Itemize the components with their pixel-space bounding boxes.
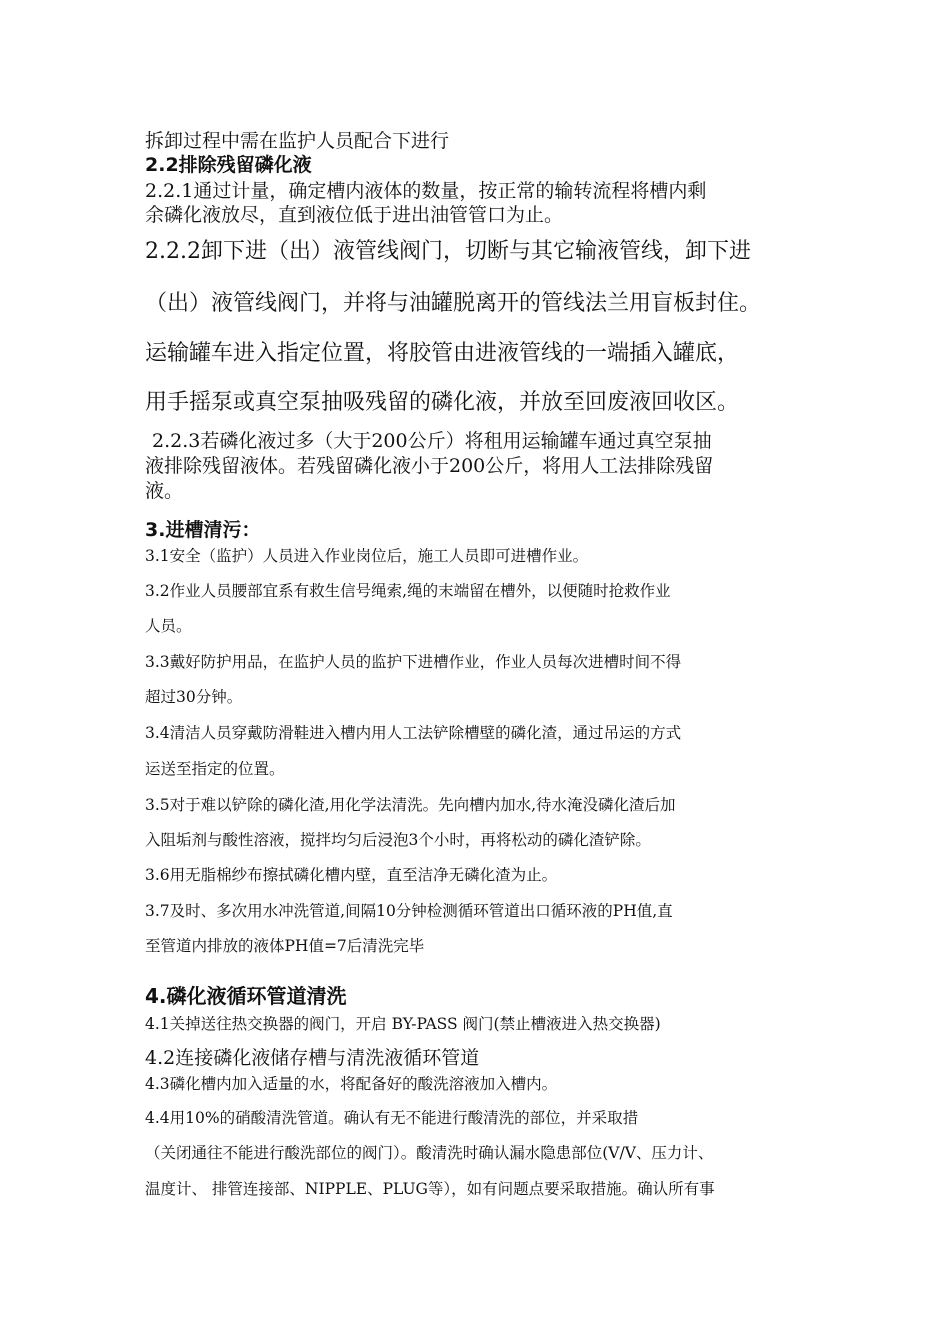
text-line: 入阻垢剂与酸性溶液，搅拌均匀后浸泡3个小时，再将松动的磷化渣铲除。 xyxy=(145,831,651,849)
text-line: 4.3磷化槽内加入适量的水，将配备好的酸洗溶液加入槽内。 xyxy=(145,1075,558,1093)
text-line: 2.2.2卸下进（出）液管线阀门，切断与其它输液管线，卸下进 xyxy=(145,239,751,264)
text-line: （关闭通往不能进行酸洗部位的阀门）。酸清洗时确认漏水隐患部位(V/V、压力计、 xyxy=(145,1144,714,1162)
text-line: 3.6用无脂棉纱布擦拭磷化槽内壁，直至洁净无磷化渣为止。 xyxy=(145,866,558,884)
text-line: 超过30分钟。 xyxy=(145,688,243,706)
section-heading: 3.进槽清污： xyxy=(145,519,261,541)
section-heading: 4.磷化液循环管道清洗 xyxy=(145,984,347,1008)
text-line: 3.4清洁人员穿戴防滑鞋进入槽内用人工法铲除槽壁的磷化渣，通过吊运的方式 xyxy=(145,724,682,742)
text-line: 3.5对于难以铲除的磷化渣,用化学法清洗。先向槽内加水,待水淹没磷化渣后加 xyxy=(145,796,676,814)
text-line: 余磷化液放尽，直到液位低于进出油管管口为止。 xyxy=(145,204,564,226)
text-line: 运输罐车进入指定位置，将胶管由进液管线的一端插入罐底， xyxy=(145,341,740,366)
section-heading: 2.2排除残留磷化液 xyxy=(145,154,312,176)
text-line: 液。 xyxy=(145,480,184,502)
text-line: 2.2.3若磷化液过多（大于200公斤）将租用运输罐车通过真空泵抽 xyxy=(152,430,712,452)
text-line: 3.7及时、多次用水冲洗管道,间隔10分钟检测循环管道出口循环液的PH值,直 xyxy=(145,902,673,920)
text-line: 运送至指定的位置。 xyxy=(145,760,285,778)
text-line: 4.4用10%的硝酸清洗管道。确认有无不能进行酸清洗的部位，并采取措 xyxy=(145,1109,639,1127)
text-line: 拆卸过程中需在监护人员配合下进行 xyxy=(145,130,450,152)
text-line: 液排除残留液体。若残留磷化液小于200公斤，将用人工法排除残留 xyxy=(145,455,714,477)
text-line: 4.2连接磷化液储存槽与清洗液循环管道 xyxy=(145,1047,480,1069)
text-line: 至管道内排放的液体PH值=7后清洗完毕 xyxy=(145,937,425,955)
text-line: 3.1安全（监护）人员进入作业岗位后，施工人员即可进槽作业。 xyxy=(145,547,589,565)
text-line: 用手摇泵或真空泵抽吸残留的磷化液，并放至回废液回收区。 xyxy=(145,390,740,415)
text-line: 4.1关掉送往热交换器的阀门，开启 BY-PASS 阀门(禁止槽液进入热交换器) xyxy=(145,1015,661,1033)
text-line: 2.2.1通过计量，确定槽内液体的数量，按正常的输转流程将槽内剩 xyxy=(145,180,707,202)
text-line: 3.3戴好防护用品，在监护人员的监护下进槽作业，作业人员每次进槽时间不得 xyxy=(145,653,682,671)
text-line: 温度计、 排管连接部、NIPPLE、PLUG等），如有问题点要采取措施。确认所有事 xyxy=(145,1180,715,1198)
text-line: （出）液管线阀门，并将与油罐脱离开的管线法兰用盲板封住。 xyxy=(145,291,762,316)
text-line: 人员。 xyxy=(145,617,192,635)
text-line: 3.2作业人员腰部宜系有救生信号绳索,绳的末端留在槽外，以便随时抢救作业 xyxy=(145,582,671,600)
